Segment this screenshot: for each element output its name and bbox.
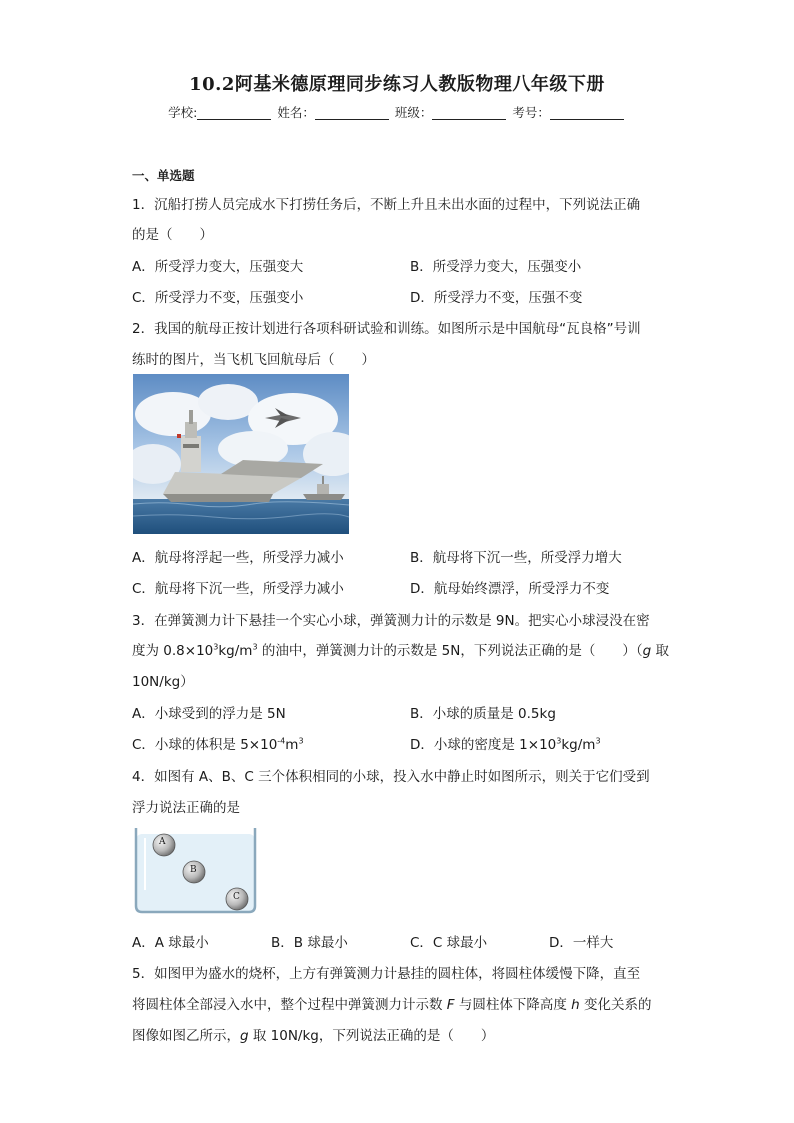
number-blank[interactable] — [550, 105, 624, 120]
q1-stem-line1: 1．沉船打捞人员完成水下打捞任务后，不断上升且未出水面的过程中，下列说法正确 — [132, 197, 641, 213]
q5-stem-text-e: 取 10N/kg，下列说法正确的是（ ） — [248, 1028, 495, 1044]
ball-c-label: C — [233, 892, 240, 902]
q5-h-symbol: h — [571, 997, 580, 1013]
q1-option-a: A．所受浮力变大，压强变大 — [132, 259, 304, 275]
q3-option-c-exp: -4 — [277, 736, 286, 746]
q2-stem-line2: 练时的图片，当飞机飞回航母后（ ） — [132, 352, 375, 368]
q3-option-d-text: D．小球的密度是 1×10 — [410, 737, 557, 753]
name-label: 姓名： — [277, 105, 315, 120]
q2-stem-line1: 2．我国的航母正按计划进行各项科研试验和训练。如图所示是中国航母“瓦良格”号训 — [132, 321, 641, 337]
ball-a-label: A — [159, 837, 166, 847]
class-label: 班级： — [394, 105, 433, 120]
q2-option-c: C．航母将下沉一些，所受浮力减小 — [132, 581, 344, 597]
q3-density-exp: 3 — [213, 642, 219, 652]
q3-density-unit: kg/m — [218, 643, 253, 659]
q3-option-d-exp: 3 — [556, 736, 562, 746]
q3-option-c-unit-exp: 3 — [298, 736, 304, 746]
number-label: 考号： — [512, 105, 550, 120]
q4-stem-line1: 4．如图有 A、B、C 三个体积相同的小球，投入水中静止时如图所示，则关于它们受到 — [132, 769, 650, 785]
q3-g-symbol: g — [642, 643, 652, 659]
q3-option-d-unit: kg/m — [561, 737, 596, 753]
class-blank[interactable] — [432, 105, 506, 120]
q4-option-a: A．A 球最小 — [132, 935, 209, 951]
beaker-figure — [133, 828, 258, 915]
q1-option-b: B．所受浮力变大，压强变小 — [410, 259, 582, 275]
q2-option-a: A．航母将浮起一些，所受浮力减小 — [132, 550, 344, 566]
q3-option-a: A．小球受到的浮力是 5N — [132, 706, 286, 722]
q2-option-b: B．航母将下沉一些，所受浮力增大 — [410, 550, 622, 566]
q5-stem-line3 — [132, 1024, 494, 1044]
q1-option-c: C．所受浮力不变，压强变小 — [132, 290, 304, 306]
q3-option-c — [132, 733, 304, 753]
q3-take-text: 取 — [651, 643, 669, 659]
q3-stem-line2 — [132, 639, 669, 659]
q2-option-d: D．航母始终漂浮，所受浮力不变 — [410, 581, 610, 597]
q3-option-b: B．小球的质量是 0.5kg — [410, 706, 556, 722]
school-blank[interactable] — [197, 105, 271, 120]
aircraft-carrier-photo — [133, 374, 349, 534]
q5-f-symbol: F — [446, 997, 455, 1013]
q3-stem-line3: 10N/kg） — [132, 674, 194, 690]
q3-option-d-unit-exp: 3 — [595, 736, 601, 746]
q3-stem-line1: 3．在弹簧测力计下悬挂一个实心小球，弹簧测力计的示数是 9N。把实心小球浸没在密 — [132, 613, 650, 629]
q4-option-b: B．B 球最小 — [271, 935, 348, 951]
q3-option-d — [410, 733, 601, 753]
section-heading: 一、单选题 — [132, 168, 195, 183]
q3-stem-text: 的油中，弹簧测力计的示数是 5N，下列说法正确的是（ ）（ — [257, 643, 643, 659]
q5-stem-line1: 5．如图甲为盛水的烧杯，上方有弹簧测力计悬挂的圆柱体，将圆柱体缓慢下降，直至 — [132, 966, 641, 982]
q1-stem-line2: 的是（ ） — [132, 227, 213, 243]
ball-b-label: B — [190, 865, 197, 875]
q4-stem-line2: 浮力说法正确的是 — [132, 800, 240, 816]
q5-stem-text-b: 与圆柱体下降高度 — [454, 997, 572, 1013]
q4-option-d: D．一样大 — [549, 935, 614, 951]
q5-stem-line2 — [132, 993, 652, 1013]
q5-stem-text-d: 图像如图乙所示， — [132, 1028, 240, 1044]
q5-g-symbol: g — [240, 1028, 249, 1044]
q1-option-d: D．所受浮力不变，压强不变 — [410, 290, 583, 306]
q4-option-c: C．C 球最小 — [410, 935, 488, 951]
student-info-line — [0, 103, 794, 121]
page-title: 10.2阿基米德原理同步练习人教版物理八年级下册 — [189, 74, 605, 95]
q3-option-c-text: C．小球的体积是 5×10 — [132, 737, 278, 753]
q3-density-text: 度为 0.8×10 — [132, 643, 214, 659]
name-blank[interactable] — [315, 105, 389, 120]
q3-density-unit-exp: 3 — [252, 642, 258, 652]
q5-stem-text-c: 变化关系的 — [579, 997, 652, 1013]
q5-stem-text-a: 将圆柱体全部浸入水中，整个过程中弹簧测力计示数 — [132, 997, 447, 1013]
q3-option-c-unit: m — [285, 737, 299, 753]
school-label: 学校: — [168, 105, 198, 120]
